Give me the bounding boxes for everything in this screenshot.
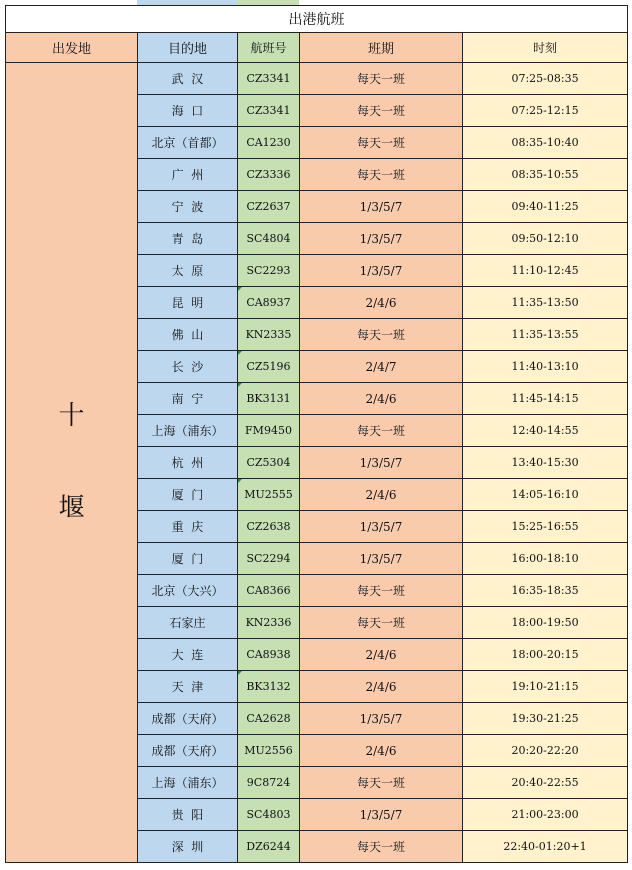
schedule-cell: 每天一班 xyxy=(300,63,463,95)
flight-number-cell: CZ3336 xyxy=(238,159,300,191)
time-cell: 19:10-21:15 xyxy=(463,671,628,703)
time-cell: 16:35-18:35 xyxy=(463,575,628,607)
flight-number-cell: BK3131 xyxy=(238,383,300,415)
destination-cell: 北京（大兴） xyxy=(138,575,238,607)
schedule-cell: 2/4/6 xyxy=(300,287,463,319)
flight-number-cell: SC4803 xyxy=(238,799,300,831)
header-time: 时刻 xyxy=(463,33,628,63)
destination-cell: 昆 明 xyxy=(138,287,238,319)
destination-cell: 海 口 xyxy=(138,95,238,127)
destination-cell: 长 沙 xyxy=(138,351,238,383)
time-cell: 18:00-19:50 xyxy=(463,607,628,639)
destination-cell: 太 原 xyxy=(138,255,238,287)
schedule-cell: 2/4/6 xyxy=(300,479,463,511)
time-cell: 08:35-10:40 xyxy=(463,127,628,159)
table-title-row xyxy=(6,6,628,33)
schedule-cell: 每天一班 xyxy=(300,607,463,639)
schedule-cell: 1/3/5/7 xyxy=(300,543,463,575)
flight-number-cell: CA2628 xyxy=(238,703,300,735)
flight-number-cell: CZ2638 xyxy=(238,511,300,543)
schedule-cell: 1/3/5/7 xyxy=(300,255,463,287)
schedule-cell: 每天一班 xyxy=(300,767,463,799)
schedule-cell: 每天一班 xyxy=(300,95,463,127)
destination-cell: 武 汉 xyxy=(138,63,238,95)
time-cell: 09:40-11:25 xyxy=(463,191,628,223)
schedule-cell: 每天一班 xyxy=(300,415,463,447)
header-destination: 目的地 xyxy=(138,33,238,63)
destination-cell: 成都（天府） xyxy=(138,735,238,767)
destination-cell: 深 圳 xyxy=(138,831,238,863)
origin-gap xyxy=(6,433,137,493)
flight-number-cell: CA1230 xyxy=(238,127,300,159)
destination-cell: 宁 波 xyxy=(138,191,238,223)
destination-cell: 厦 门 xyxy=(138,479,238,511)
schedule-cell: 2/4/6 xyxy=(300,671,463,703)
schedule-cell: 2/4/7 xyxy=(300,351,463,383)
schedule-cell: 1/3/5/7 xyxy=(300,511,463,543)
schedule-cell: 每天一班 xyxy=(300,159,463,191)
header-flight: 航班号 xyxy=(238,33,300,63)
destination-cell: 厦 门 xyxy=(138,543,238,575)
flight-number-cell: MU2555 xyxy=(238,479,300,511)
origin-char-2: 堰 xyxy=(58,492,85,523)
departures-table xyxy=(5,5,628,863)
schedule-cell: 2/4/6 xyxy=(300,639,463,671)
flight-number-cell: MU2556 xyxy=(238,735,300,767)
table-title: 出港航班 xyxy=(6,6,628,33)
flight-number-cell: SC2293 xyxy=(238,255,300,287)
destination-cell: 成都（天府） xyxy=(138,703,238,735)
destination-cell: 北京（首都） xyxy=(138,127,238,159)
schedule-cell: 2/4/6 xyxy=(300,735,463,767)
flight-number-cell: CZ3341 xyxy=(238,63,300,95)
schedule-cell: 每天一班 xyxy=(300,127,463,159)
flight-number-cell: CZ2637 xyxy=(238,191,300,223)
destination-cell: 天 津 xyxy=(138,671,238,703)
origin-city-cell xyxy=(6,63,138,863)
flight-number-cell: SC4804 xyxy=(238,223,300,255)
header-schedule: 班期 xyxy=(300,33,463,63)
time-cell: 13:40-15:30 xyxy=(463,447,628,479)
schedule-cell: 1/3/5/7 xyxy=(300,703,463,735)
flight-number-cell: 9C8724 xyxy=(238,767,300,799)
time-cell: 11:35-13:55 xyxy=(463,319,628,351)
time-cell: 08:35-10:55 xyxy=(463,159,628,191)
flight-number-cell: DZ6244 xyxy=(238,831,300,863)
time-cell: 12:40-14:55 xyxy=(463,415,628,447)
schedule-cell: 1/3/5/7 xyxy=(300,223,463,255)
flight-number-cell: SC2294 xyxy=(238,543,300,575)
time-cell: 16:00-18:10 xyxy=(463,543,628,575)
time-cell: 15:25-16:55 xyxy=(463,511,628,543)
time-cell: 11:35-13:50 xyxy=(463,287,628,319)
flight-number-cell: CZ5304 xyxy=(238,447,300,479)
schedule-cell: 1/3/5/7 xyxy=(300,799,463,831)
time-cell: 07:25-12:15 xyxy=(463,95,628,127)
schedule-cell: 每天一班 xyxy=(300,831,463,863)
table-header-row xyxy=(6,33,628,63)
flight-number-cell: FM9450 xyxy=(238,415,300,447)
schedule-cell: 每天一班 xyxy=(300,319,463,351)
destination-cell: 大 连 xyxy=(138,639,238,671)
flight-number-cell: CZ3341 xyxy=(238,95,300,127)
time-cell: 18:00-20:15 xyxy=(463,639,628,671)
time-cell: 07:25-08:35 xyxy=(463,63,628,95)
time-cell: 11:10-12:45 xyxy=(463,255,628,287)
time-cell: 20:40-22:55 xyxy=(463,767,628,799)
destination-cell: 贵 阳 xyxy=(138,799,238,831)
origin-char-1: 十 xyxy=(58,401,85,432)
flight-number-cell: CA8938 xyxy=(238,639,300,671)
flight-number-cell: KN2336 xyxy=(238,607,300,639)
time-cell: 11:45-14:15 xyxy=(463,383,628,415)
schedule-cell: 1/3/5/7 xyxy=(300,191,463,223)
time-cell: 19:30-21:25 xyxy=(463,703,628,735)
destination-cell: 石家庄 xyxy=(138,607,238,639)
destination-cell: 广 州 xyxy=(138,159,238,191)
schedule-cell: 1/3/5/7 xyxy=(300,447,463,479)
time-cell: 14:05-16:10 xyxy=(463,479,628,511)
destination-cell: 上海（浦东） xyxy=(138,415,238,447)
destination-cell: 青 岛 xyxy=(138,223,238,255)
destination-cell: 南 宁 xyxy=(138,383,238,415)
time-cell: 09:50-12:10 xyxy=(463,223,628,255)
flight-number-cell: CA8366 xyxy=(238,575,300,607)
time-cell: 21:00-23:00 xyxy=(463,799,628,831)
destination-cell: 上海（浦东） xyxy=(138,767,238,799)
time-cell: 11:40-13:10 xyxy=(463,351,628,383)
table-row xyxy=(6,63,628,95)
header-origin: 出发地 xyxy=(6,33,138,63)
destination-cell: 佛 山 xyxy=(138,319,238,351)
schedule-cell: 每天一班 xyxy=(300,575,463,607)
flight-number-cell: BK3132 xyxy=(238,671,300,703)
flight-number-cell: CA8937 xyxy=(238,287,300,319)
destination-cell: 杭 州 xyxy=(138,447,238,479)
time-cell: 22:40-01:20+1 xyxy=(463,831,628,863)
destination-cell: 重 庆 xyxy=(138,511,238,543)
flight-number-cell: CZ5196 xyxy=(238,351,300,383)
time-cell: 20:20-22:20 xyxy=(463,735,628,767)
schedule-cell: 2/4/6 xyxy=(300,383,463,415)
flight-number-cell: KN2335 xyxy=(238,319,300,351)
